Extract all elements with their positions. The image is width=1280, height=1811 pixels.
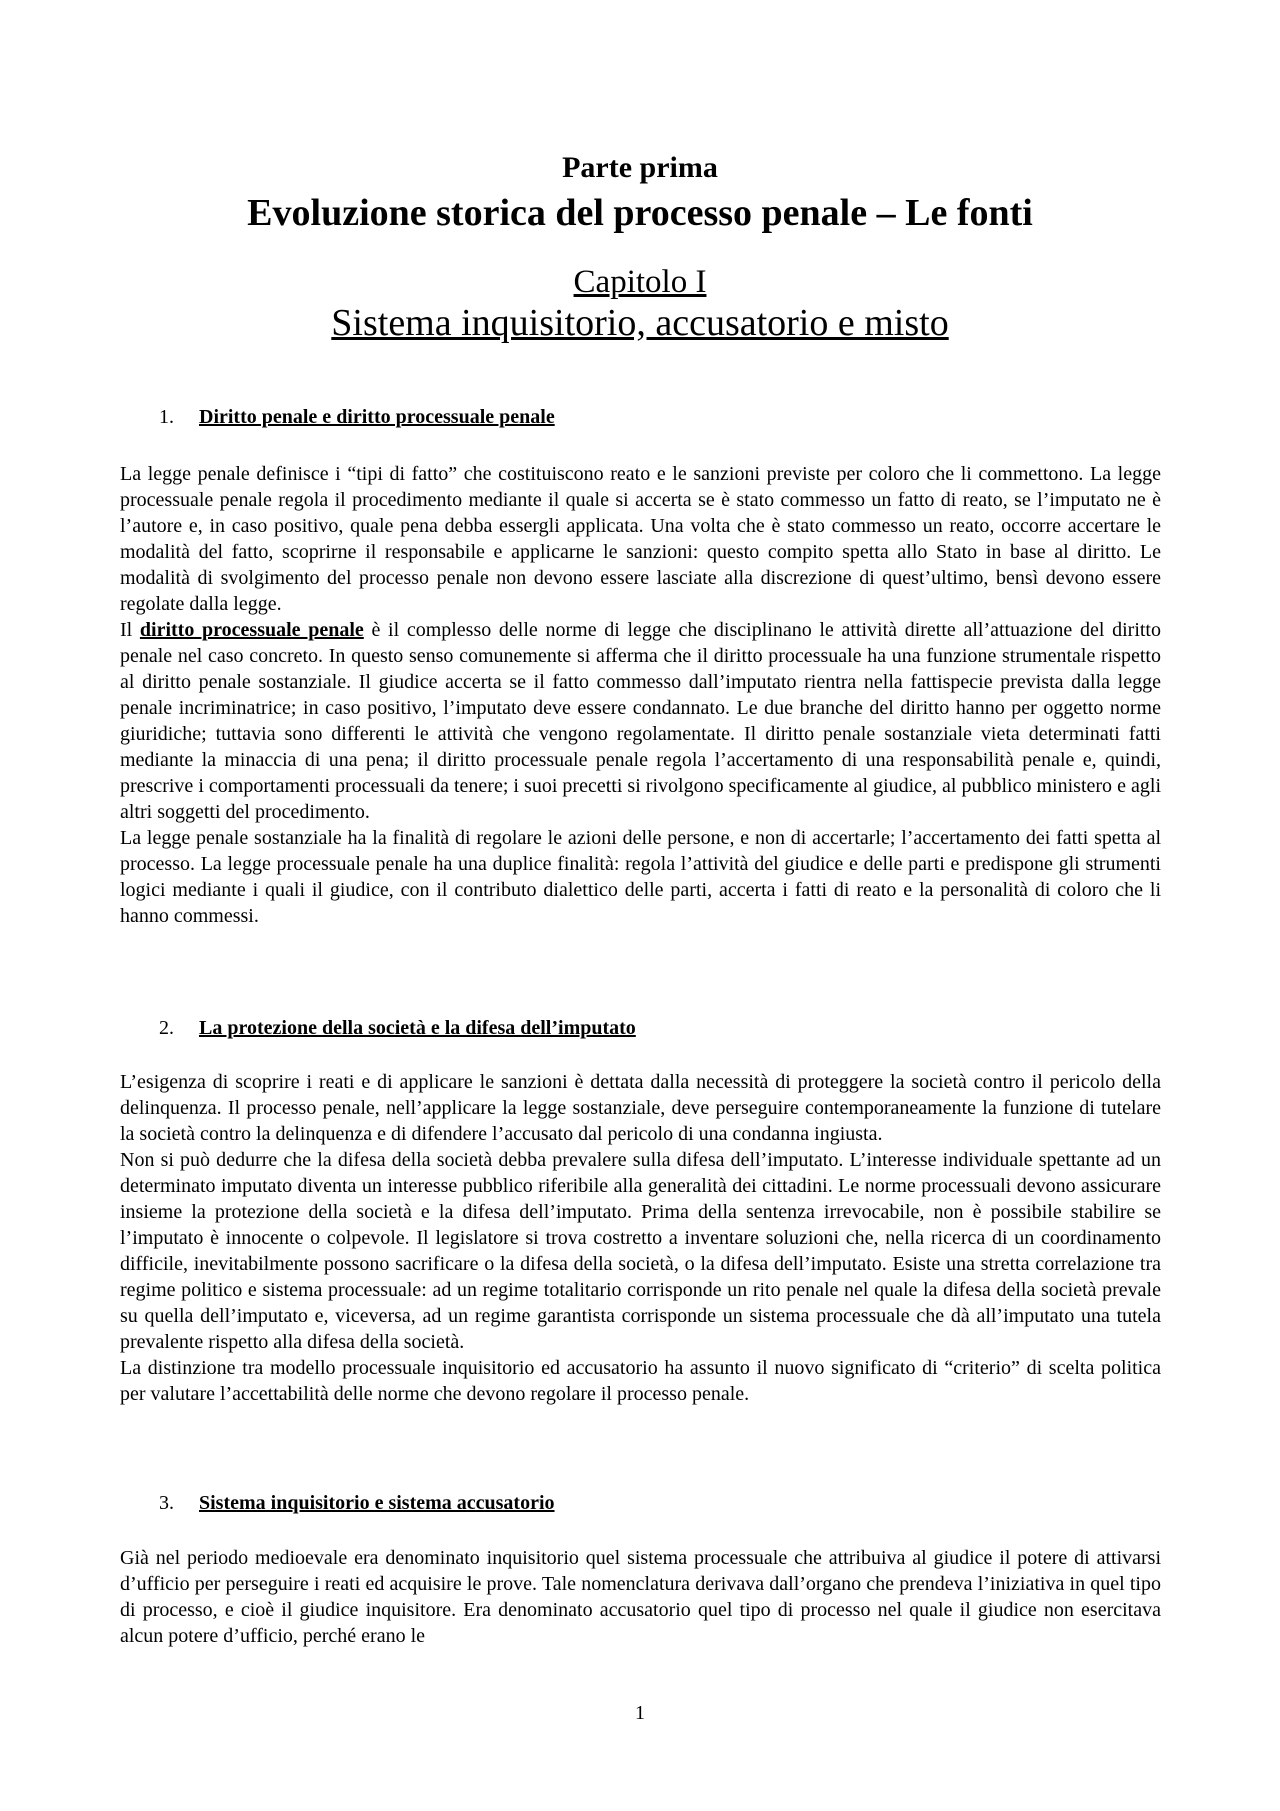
section-2-body xyxy=(120,1069,1161,1407)
chapter-title-text: Sistema inquisitorio, accusatorio e misto xyxy=(331,302,949,344)
paragraph: Non si può dedurre che la difesa della società debba prevalere sulla difesa dell’imputato. L’interesse individuale spettante ad un determinato imputato diventa un interesse pubblico riferibile alla generalità dei cittadini. Le norme processuali devono assicurare insieme la protezione della società e la difesa dell’imputato. Prima della sentenza irrevocabile, non è possibile stabilire se l’imputato è innocente o colpevole. Il legislatore si trova costretto a inventare soluzioni che, nella ricerca di un coordinamento difficile, inevitabilmente possono sacrificare o la difesa della società, o la difesa dell’imputato. Esiste una stretta correlazione tra regime politico e sistema processuale: ad un regime totalitario corrisponde un rito penale nel quale la difesa della società prevale su quella dell’imputato e, viceversa, ad un regime garantista corrisponde un sistema processuale che dà all’imputato una tutela prevalente rispetto alla difesa della società. xyxy=(120,1149,1161,1353)
chapter-title xyxy=(0,300,1280,346)
paragraph: La legge penale sostanziale ha la finalità di regolare le azioni delle persone, e non di accertarle; l’accertamento dei fatti spetta al processo. La legge processuale penale ha una duplice finalità: regola l’attività del giudice e delle parti e predispone gli strumenti logici mediante i quali il giudice, con il contributo dialettico delle parti, accerta i fatti di reato e la personalità di coloro che li hanno commessi. xyxy=(120,827,1161,927)
paragraph xyxy=(120,617,1161,825)
section-heading-1 xyxy=(159,404,555,430)
section-1-body xyxy=(120,461,1161,929)
part-heading: Parte prima xyxy=(562,151,718,184)
paragraph-rest: è il complesso delle norme di legge che disciplinano le attività dirette all’attuazione del diritto penale nel caso concreto. In questo senso comunemente si afferma che il diritto processuale ha una funzione strumentale rispetto al diritto penale sostanziale. Il giudice accerta se il fatto commesso dall’imputato rientra nella fattispecie prevista dalla legge penale incriminatrice; in caso positivo, l’imputato deve essere condannato. Le due branche del diritto hanno per oggetto norme giuridiche; tuttavia sono differenti le attività che vengono regolamentate. Il diritto penale sostanziale vieta determinati fatti mediante la minaccia di una pena; il diritto processuale penale regola l’accertamento di una responsabilità penale e, quindi, prescrive i comportamenti processuali da tenere; i suoi precetti si rivolgono specificamente al giudice, al pubblico ministero e agli altri soggetti del procedimento. xyxy=(120,619,1161,823)
keyword-term: diritto processuale penale xyxy=(139,619,364,641)
paragraph: La distinzione tra modello processuale inquisitorio ed accusatorio ha assunto il nuovo significato di “criterio” di scelta politica per valutare l’accettabilità delle norme che devono regolare il processo penale. xyxy=(120,1357,1161,1405)
section-3-body xyxy=(120,1545,1161,1649)
paragraph: L’esigenza di scoprire i reati e di applicare le sanzioni è dettata dalla necessità di proteggere la società contro il pericolo della delinquenza. Il processo penale, nell’applicare la legge sostanziale, deve perseguire contemporaneamente la funzione di tutelare la società contro la delinquenza e di difendere l’accusato dal pericolo di una condanna ingiusta. xyxy=(120,1071,1161,1145)
paragraph: La legge penale definisce i “tipi di fatto” che costituiscono reato e le sanzioni previste per coloro che li commettono. La legge processuale penale regola il procedimento mediante il quale si accerta se è stato commesso un fatto di reato, se l’imputato ne è l’autore e, in caso positivo, quale pena debba essergli applicata. Una volta che è stato commesso un reato, occorre accertare le modalità del fatto, scoprirne il responsabile e applicarne le sanzioni: questo compito spetta allo Stato in base al diritto. Le modalità di svolgimento del processo penale non devono essere lasciate alla discrezione di quest’ultimo, bensì devono essere regolate dalla legge. xyxy=(120,463,1161,615)
section-title: Diritto penale e diritto processuale penale xyxy=(199,406,555,428)
paragraph-lead: Il xyxy=(120,619,140,641)
page-number: 1 xyxy=(635,1702,645,1724)
section-heading-3 xyxy=(159,1490,555,1516)
section-heading-2 xyxy=(159,1015,636,1041)
paragraph: Già nel periodo medioevale era denominato inquisitorio quel sistema processuale che attribuiva al giudice il potere di attivarsi d’ufficio per perseguire i reati ed acquisire le prove. Tale nomenclatura derivava dall’organo che prendeva l’iniziativa in quel tipo di processo, e cioè il giudice inquisitore. Era denominato accusatorio quel tipo di processo nel quale il giudice non esercitava alcun potere d’ufficio, perché erano le xyxy=(120,1547,1161,1647)
section-number: 3. xyxy=(159,1492,174,1514)
chapter-label: Capitolo I xyxy=(573,264,707,300)
part-title: Evoluzione storica del processo penale – Le fonti xyxy=(247,192,1033,234)
chapter-heading xyxy=(0,262,1280,302)
section-number: 1. xyxy=(159,406,174,428)
section-number: 2. xyxy=(159,1017,174,1039)
section-title: La protezione della società e la difesa dell’imputato xyxy=(199,1017,636,1039)
section-title: Sistema inquisitorio e sistema accusatorio xyxy=(199,1492,555,1514)
